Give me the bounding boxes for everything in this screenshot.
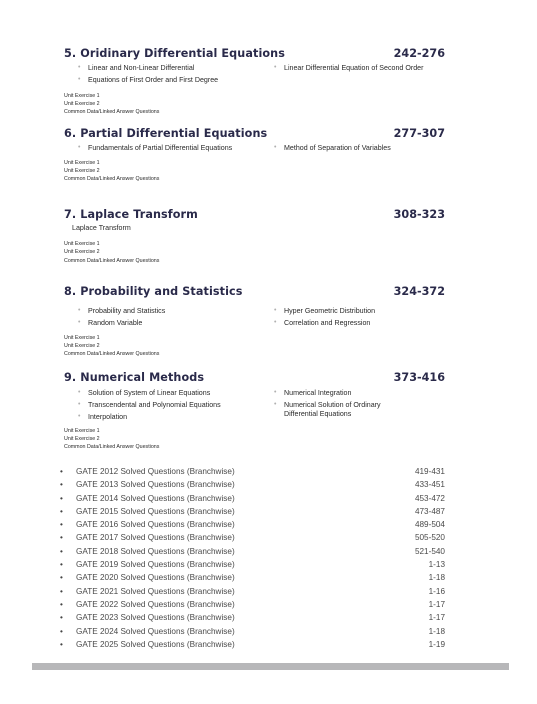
list-item[interactable] (60, 598, 445, 611)
exercise-item: Common Data/Linked Answer Questions (64, 257, 160, 264)
solved-pages: 419-431 (414, 467, 445, 476)
chapter-page-range: 277-307 (393, 127, 445, 140)
chapter-page-range: 373-416 (393, 371, 445, 384)
solved-label: • GATE 2017 Solved Questions (Branchwise) (76, 533, 235, 543)
chapter-9 (64, 371, 445, 452)
topic-item: • Correlation and Regression (274, 319, 445, 328)
solved-label: • GATE 2012 Solved Questions (Branchwise) (76, 467, 235, 476)
topic-list-left (64, 307, 274, 331)
topic-item: • Interpolation (78, 413, 274, 422)
list-item[interactable] (60, 611, 445, 624)
topic-list-right (274, 389, 445, 425)
topic-item: • Probability and Statistics (78, 307, 274, 316)
solved-pages: 1-17 (428, 613, 445, 623)
chapter-heading (64, 127, 445, 140)
chapter-title[interactable]: 7. Laplace Transform (64, 208, 198, 221)
exercise-item: Unit Exercise 1 (64, 92, 100, 99)
exercise-list (64, 334, 445, 359)
exercise-item: Common Data/Linked Answer Questions (64, 109, 160, 116)
topic-list-left (64, 144, 274, 156)
solved-label: • GATE 2022 Solved Questions (Branchwise) (76, 599, 235, 609)
topic-list-right (274, 64, 445, 88)
solved-label: • GATE 2018 Solved Questions (Branchwise) (76, 546, 235, 556)
topic-item: • Fundamentals of Partial Differential Equations (78, 144, 274, 153)
topic-item: • Transcendental and Polynomial Equations (78, 401, 274, 410)
chapter-heading (64, 285, 445, 298)
exercise-item: Unit Exercise 1 (64, 427, 100, 434)
topic-list-right (274, 144, 445, 156)
topic-item: • Solution of System of Linear Equations (78, 389, 274, 398)
exercise-item: Unit Exercise 1 (64, 241, 100, 247)
topic-columns (64, 64, 445, 88)
exercise-item: Unit Exercise 2 (64, 343, 100, 350)
chapter-title[interactable]: 6. Partial Differential Equations (64, 127, 268, 140)
solved-label: • GATE 2025 Solved Questions (Branchwise) (76, 639, 235, 649)
solved-label: • GATE 2023 Solved Questions (Branchwise) (76, 613, 235, 623)
solved-pages: 521-540 (414, 546, 445, 556)
solved-pages: 1-16 (428, 586, 445, 596)
chapter-page-range: 242-276 (393, 47, 445, 60)
topic-columns (64, 144, 445, 156)
list-item[interactable] (60, 531, 445, 544)
solved-pages: 1-18 (428, 626, 445, 636)
topic-item: • Method of Separation of Variables (274, 144, 445, 153)
solved-label: • GATE 2015 Solved Questions (Branchwise) (76, 506, 235, 516)
exercise-item: Unit Exercise 2 (64, 168, 100, 175)
topic-item: • Linear Differential Equation of Second Order (274, 64, 445, 73)
topic-list-right (274, 307, 445, 331)
topic-item: • Linear and Non-Linear Differential (78, 64, 274, 73)
exercise-item: Unit Exercise 1 (64, 334, 100, 341)
exercise-list (64, 92, 445, 117)
exercise-item: Common Data/Linked Answer Questions (64, 176, 160, 183)
chapter-title[interactable]: 5. Oridinary Differential Equations (64, 47, 285, 60)
topic-item: • Equations of First Order and First Degree (78, 76, 274, 85)
topic-text: Laplace Transform (72, 224, 131, 232)
solved-pages: 433-451 (414, 480, 445, 490)
list-item[interactable] (60, 625, 445, 638)
chapter-7 (64, 208, 445, 265)
list-item[interactable] (60, 465, 445, 478)
solved-label: • GATE 2014 Solved Questions (Branchwise) (76, 493, 235, 503)
solved-label: • GATE 2024 Solved Questions (Branchwise) (76, 626, 235, 636)
exercise-list (64, 240, 445, 265)
solved-pages: 1-18 (428, 573, 445, 583)
chapter-page-range: 324-372 (393, 285, 445, 298)
footer-rule (32, 663, 509, 670)
chapter-title[interactable]: 8. Probability and Statistics (64, 285, 243, 298)
solved-label: • GATE 2013 Solved Questions (Branchwise) (76, 480, 235, 490)
exercise-list (64, 427, 445, 452)
topic-columns (64, 307, 445, 331)
exercise-list (64, 159, 445, 184)
list-item[interactable] (60, 492, 445, 505)
solved-pages: 1-13 (428, 560, 445, 570)
solved-label: • GATE 2021 Solved Questions (Branchwise) (76, 586, 235, 596)
chapter-heading (64, 47, 445, 60)
list-item[interactable] (60, 638, 445, 651)
list-item[interactable] (60, 505, 445, 518)
list-item[interactable] (60, 558, 445, 571)
topic-columns (64, 389, 445, 425)
solved-pages: 1-19 (428, 639, 445, 649)
solved-label: • GATE 2020 Solved Questions (Branchwise) (76, 573, 235, 583)
chapter-title[interactable]: 9. Numerical Methods (64, 371, 205, 384)
exercise-item: Common Data/Linked Answer Questions (64, 444, 160, 451)
list-item[interactable] (60, 571, 445, 584)
topic-item: • Numerical Solution of Ordinary Differential Equations (274, 401, 445, 418)
solved-pages: 453-472 (414, 493, 445, 503)
list-item[interactable] (60, 585, 445, 598)
list-item[interactable] (60, 518, 445, 531)
solved-pages: 505-520 (414, 533, 445, 543)
list-item[interactable] (60, 545, 445, 558)
chapter-6 (64, 127, 445, 184)
chapter-heading (64, 208, 445, 221)
topic-item: • Hyper Geometric Distribution (274, 307, 445, 316)
chapter-page-range: 308-323 (393, 208, 445, 221)
solved-questions-list (60, 465, 445, 651)
topic-list-left (64, 64, 274, 88)
exercise-item: Common Data/Linked Answer Questions (64, 351, 160, 358)
topic-item: • Random Variable (78, 319, 274, 328)
solved-pages: 473-487 (414, 506, 445, 516)
topic-list-left (64, 389, 274, 425)
exercise-item: Unit Exercise 2 (64, 249, 100, 256)
topic-item: • Numerical Integration (274, 389, 445, 398)
solved-label: • GATE 2019 Solved Questions (Branchwise) (76, 560, 235, 570)
chapter-heading (64, 371, 445, 384)
exercise-item: Unit Exercise 2 (64, 435, 100, 442)
chapter-8 (64, 285, 445, 359)
solved-pages: 489-504 (414, 520, 445, 530)
chapter-5 (64, 47, 445, 117)
exercise-item: Unit Exercise 2 (64, 101, 100, 108)
exercise-item: Unit Exercise 1 (64, 159, 100, 166)
solved-label: • GATE 2016 Solved Questions (Branchwise) (76, 520, 235, 530)
list-item[interactable] (60, 478, 445, 491)
solved-pages: 1-17 (428, 599, 445, 609)
